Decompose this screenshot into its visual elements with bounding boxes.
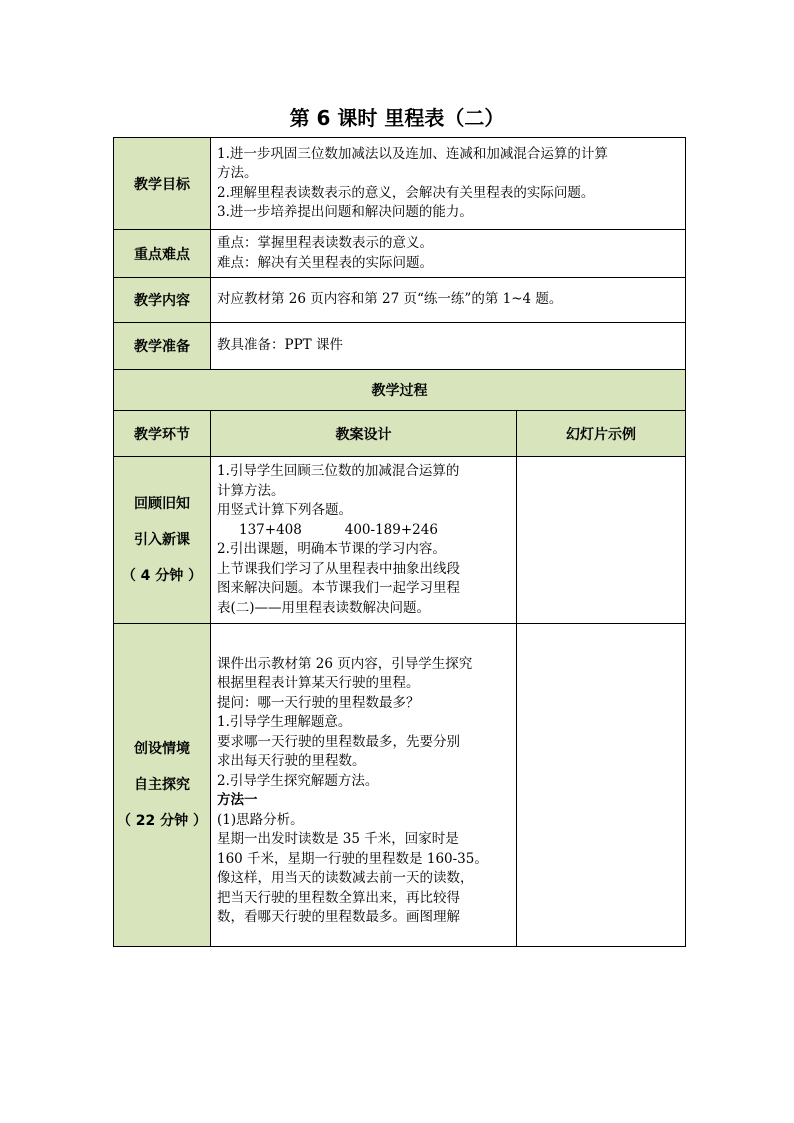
design-line: 2.引导学生探究解题方法。 [217, 772, 379, 789]
key-point-line: 重点：掌握里程表读数表示的意义。 [217, 235, 433, 251]
design-line: 上节课我们学习了从里程表中抽象出线段 [217, 560, 460, 577]
stage-slides [517, 457, 686, 624]
design-line: 计算方法。 [217, 482, 285, 499]
key-point-line: 难点：解决有关里程表的实际问题。 [217, 254, 433, 271]
design-line: 160 千米，星期一行驶的里程数是 160-35。 [217, 850, 488, 867]
content-row [114, 278, 686, 323]
design-line: 根据里程表计算某天行驶的里程。 [217, 675, 420, 691]
stage-label-line: 引入新课 [134, 532, 190, 548]
stage-design [211, 624, 517, 947]
column-header-design: 教案设计 [211, 411, 517, 457]
design-line: 像这样，用当天的读数减去前一天的读数， [217, 870, 474, 886]
stage-row [114, 624, 686, 947]
preparation-label: 教学准备 [114, 323, 211, 370]
objective-line: 3.进一步培养提出问题和解决问题的能力。 [217, 204, 473, 220]
stage-duration: （ 4 分钟 ） [121, 568, 203, 584]
stage-label-line: 回顾旧知 [134, 496, 190, 512]
preparation-text: 教具准备：PPT 课件 [211, 323, 686, 370]
objectives-row [114, 138, 686, 230]
key-points-content [211, 230, 686, 278]
design-line: 表(二)——用里程表读数解决问题。 [217, 599, 431, 616]
key-points-label: 重点难点 [114, 230, 211, 278]
content-label: 教学内容 [114, 278, 211, 323]
objective-line: 2.理解里程表读数表示的意义，会解决有关里程表的实际问题。 [217, 184, 595, 201]
objectives-label: 教学目标 [114, 138, 211, 230]
preparation-row [114, 323, 686, 370]
design-line: 把当天行驶的里程数全算出来，再比较得 [217, 889, 460, 906]
design-line: 137+408 400-189+246 [239, 521, 438, 538]
design-line: 星期一出发时读数是 35 千米，回家时是 [217, 831, 459, 847]
design-line: 用竖式计算下列各题。 [217, 502, 352, 518]
content-text: 对应教材第 26 页内容和第 27 页“练一练”的第 1~4 题。 [211, 278, 686, 323]
key-points-row [114, 230, 686, 278]
objective-line: 1.进一步巩固三位数加减法以及连加、连减和加减混合运算的计算 [217, 145, 608, 162]
design-line: 提问：哪一天行驶的里程数最多？ [217, 694, 420, 711]
stage-duration: （ 22 分钟 ） [116, 813, 208, 829]
design-line: 课件出示教材第 26 页内容，引导学生探究 [217, 655, 473, 672]
stage-label [114, 457, 211, 624]
method-heading: 方法一 [217, 792, 258, 808]
column-header-slides: 幻灯片示例 [517, 411, 686, 457]
stage-label-line: 自主探究 [134, 777, 190, 793]
stage-label [114, 624, 211, 947]
design-line: 要求哪一天行驶的里程数最多，先要分别 [217, 733, 460, 750]
process-header: 教学过程 [114, 370, 686, 411]
stage-label-line: 创设情境 [134, 741, 190, 757]
column-header-stage: 教学环节 [114, 411, 211, 457]
objectives-content [211, 138, 686, 230]
stage-design [211, 457, 517, 624]
process-header-row [114, 370, 686, 411]
page-title: 第 6 课时 里程表（二） [289, 106, 505, 130]
design-line: 1.引导学生理解题意。 [217, 714, 352, 730]
objective-line: 方法。 [217, 165, 258, 181]
lesson-plan-table [113, 137, 686, 947]
design-line: 数，看哪天行驶的里程数最多。画图理解 [217, 909, 460, 925]
column-header-row [114, 411, 686, 457]
stage-slides [517, 624, 686, 947]
design-line: 图来解决问题。本节课我们一起学习里程 [217, 580, 460, 596]
stage-row [114, 457, 686, 624]
design-line: (1)思路分析。 [217, 811, 304, 828]
design-line: 求出每天行驶的里程数。 [217, 753, 366, 769]
design-line: 1.引导学生回顾三位数的加减混合运算的 [217, 463, 460, 479]
design-line: 2.引出课题，明确本节课的学习内容。 [217, 541, 446, 557]
